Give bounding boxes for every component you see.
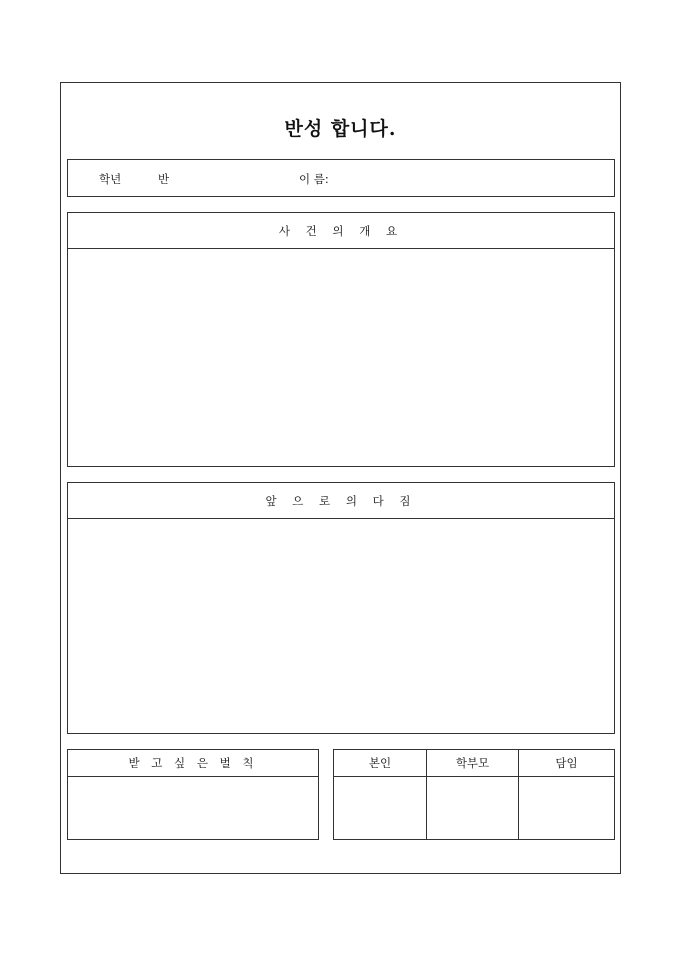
- signature-cell-parent[interactable]: [427, 777, 519, 839]
- signature-header-parent: 학부모: [427, 750, 519, 777]
- signature-header-self: 본인: [334, 750, 427, 777]
- desired-punishment-writing-area[interactable]: [68, 777, 318, 839]
- student-info-row: [67, 159, 615, 197]
- future-resolution-writing-area[interactable]: [68, 519, 614, 733]
- desired-punishment-section: [67, 749, 319, 840]
- incident-summary-writing-area[interactable]: [68, 249, 614, 466]
- grade-label: 학년: [99, 172, 122, 186]
- future-resolution-section: [67, 482, 615, 734]
- signature-table: [333, 749, 615, 840]
- signature-header-teacher: 담임: [519, 750, 614, 777]
- class-label: 반: [158, 172, 170, 186]
- name-label: 이 름:: [299, 172, 329, 186]
- signature-cell-self[interactable]: [334, 777, 427, 839]
- page-title: 반성 합니다.: [284, 118, 397, 140]
- incident-summary-section: [67, 212, 615, 467]
- incident-summary-header: 사 건 의 개 요: [68, 213, 614, 249]
- desired-punishment-header: 받 고 싶 은 벌 칙: [68, 750, 318, 777]
- future-resolution-header: 앞 으 로 의 다 짐: [68, 483, 614, 519]
- signature-cell-teacher[interactable]: [519, 777, 614, 839]
